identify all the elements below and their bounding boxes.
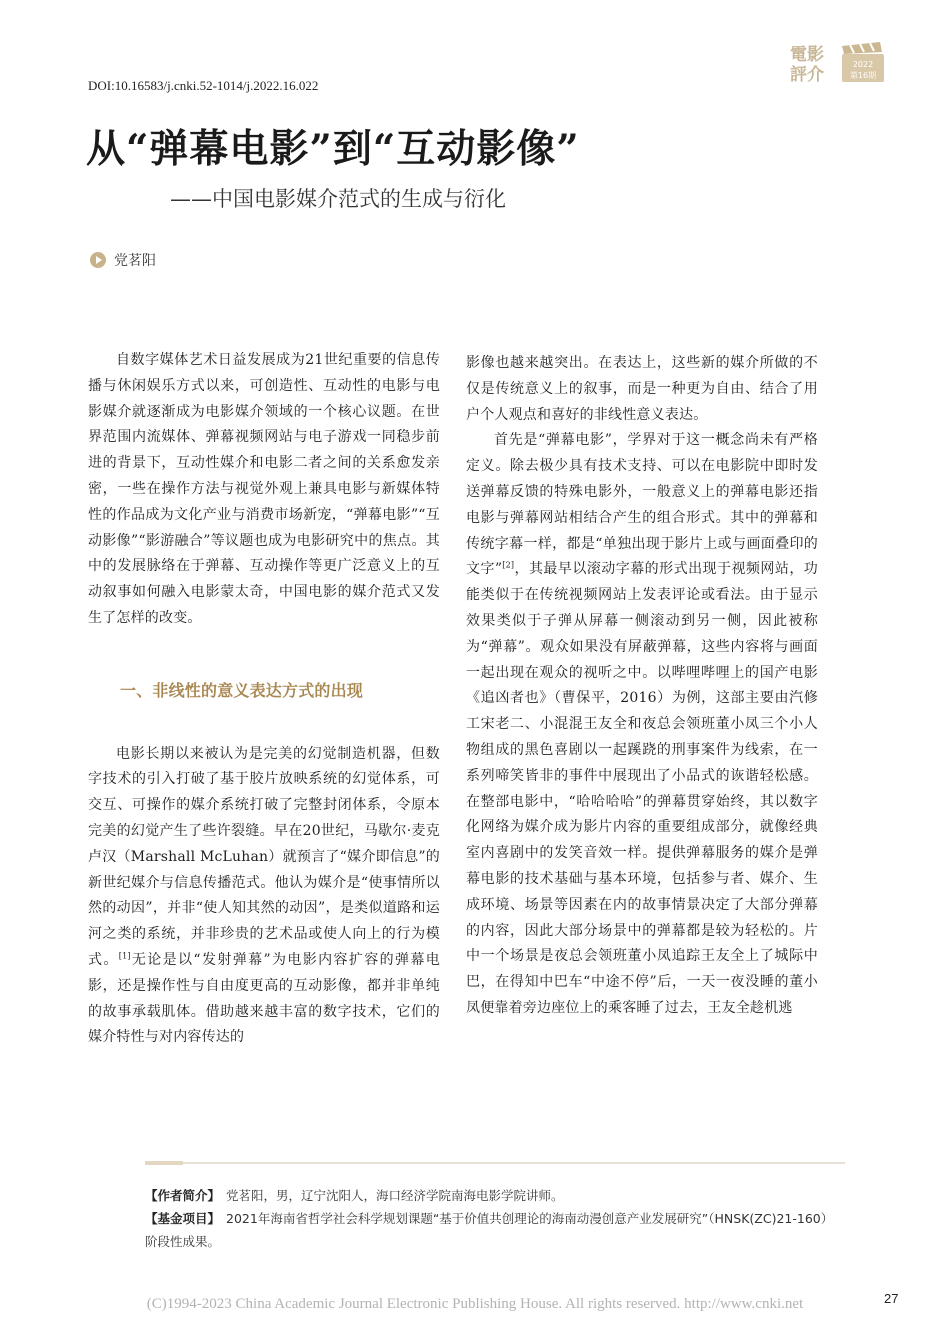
footnotes (145, 1184, 845, 1253)
paragraph-continued: 影像也越来越突出。在表达上，这些新的媒介所做的不仅是传统意义上的叙事，而是一种更为自由、结合了用户个人观点和喜好的非线性意义表达。 (466, 355, 818, 423)
text-span: ，其最早以滚动字幕的形式出现于视频网站，功能类似于在传统视频网站上发表评论或看法。由于显示效果类似于子弹从屏幕一侧滚动到另一侧，因此被称为“弹幕”。观众如果没有屏蔽弹幕，这些内容将与画面一起出现在观众的视听之中。以哔哩哔哩上的国产电影《追凶者也》（曹保平，2016）为例，这部主要由汽修工宋老二、小混混王友全和夜总会领班董小凤三个小人物组成的黑色喜剧以一起蹊跷的刑事案件为线索，在一系列啼笑皆非的事件中展现出了小品式的诙谐轻松感。在整部电影中，“哈哈哈哈”的弹幕贯穿始终，其以数字化网络为媒介成为影片内容的重要组成部分，就像经典室内喜剧中的发笑音效一样。提供弹幕服务的媒介是弹幕电影的技术基础与基本环境，包括参与者、媒介、生成环境、场景等因素在内的故事情景决定了大部分弹幕的内容，因此大部分场景中的弹幕都是较为轻松的。片中一个场景是夜总会领班董小凤追踪王友全上了城际中巴，在得知中巴车“中途不停”后，一天一夜没睡的董小凤便靠着旁边座位上的乘客睡了过去，王友全趁机逃 (466, 561, 818, 1016)
fund-note (145, 1207, 845, 1253)
text-span: 首先是“弹幕电影”，学界对于这一概念尚未有严格定义。除去极少具有技术支持、可以在电影院中即时发送弹幕反馈的特殊电影外，一般意义上的弹幕电影还指电影与弹幕网站相结合产生的组合形式。其中的弹幕和传统字幕一样，都是“单独出现于影片上或与画面叠印的文字” (466, 432, 818, 578)
logo-issue: 第16期 (849, 71, 877, 80)
author-name: 党茗阳 (114, 253, 156, 269)
doi-line: DOI:10.16583/j.cnki.52-1014/j.2022.16.022 (88, 78, 319, 93)
journal-logo (788, 40, 888, 84)
logo-year: 2022 (852, 60, 874, 69)
author-note-text: 党茗阳，男，辽宁沈阳人，海口经济学院南海电影学院讲师。 (226, 1188, 564, 1203)
author-note-label: 【作者简介】 (145, 1188, 221, 1203)
reference-1: [1] (118, 951, 131, 961)
svg-text:評介: 評介 (790, 65, 824, 84)
page-number: 27 (884, 1291, 899, 1306)
author-line (90, 250, 156, 270)
svg-text:電影: 電影 (790, 45, 824, 65)
reference-2: [2] (502, 560, 515, 570)
article-title: 从“弹幕电影”到“互动影像” (86, 126, 580, 172)
left-column (88, 348, 440, 1051)
article-subtitle: ——中国电影媒介范式的生成与衍化 (170, 187, 506, 211)
paragraph-intro: 自数字媒体艺术日益发展成为21世纪重要的信息传播与休闲娱乐方式以来，可创造性、互动性的电影与电影媒介就逐渐成为电影媒介领域的一个核心议题。在世界范围内流媒体、弹幕视频网站与电子游戏一同稳步前进的背景下，互动性媒介和电影二者之间的关系愈发亲密，一些在操作方法与视觉外观上兼具电影与新媒体特性的作品成为文化产业与消费市场新宠，“弹幕电影”“互动影像”“影游融合”等议题也成为电影研究中的焦点。其中的发展脉络在于弹幕、互动操作等更广泛意义上的互动叙事如何融入电影蒙太奇，中国电影的媒介范式又发生了怎样的改变。 (88, 352, 440, 626)
footnote-divider (145, 1162, 845, 1164)
author-note (145, 1184, 845, 1207)
play-bullet-icon (90, 252, 106, 268)
copyright-line: (C)1994-2023 China Academic Journal Electronic Publishing House. All rights reserved. http://www.cnki.net (146, 1296, 804, 1312)
text-span: 电影长期以来被认为是完美的幻觉制造机器，但数字技术的引入打破了基于胶片放映系统的幻觉体系，可交互、可操作的媒介系统打破了完整封闭体系，令原本完美的幻觉产生了些许裂缝。早在20世纪，马歇尔·麦克卢汉（Marshall McLuhan）就预言了“媒介即信息”的新世纪媒介与信息传播范式。他认为媒介是“使事情所以然的动因”，并非“使人知其然的动因”，是类似道路和运河之类的系统，并非珍贵的艺术品或使人向上的行为模式。 (88, 745, 440, 968)
section-heading: 一、非线性的意义表达方式的出现 (120, 680, 364, 700)
paragraph-danmaku (466, 428, 818, 1021)
text-span: 无论是以“发射弹幕”为电影内容扩容的弹幕电影，还是操作性与自由度更高的互动影像，都并非单纯的故事承载肌体。借助越来越丰富的数字技术，它们的媒介特性与对内容传达的 (88, 951, 440, 1046)
paragraph-section1 (88, 742, 440, 1052)
right-column (466, 351, 818, 1022)
fund-note-label: 【基金项目】 (145, 1211, 221, 1226)
fund-note-text: 2021年海南省哲学社会科学规划课题“基于价值共创理论的海南动漫创意产业发展研究”（HNSK(ZC)21-160）阶段性成果。 (145, 1211, 834, 1249)
footnote-divider-accent (145, 1161, 183, 1165)
